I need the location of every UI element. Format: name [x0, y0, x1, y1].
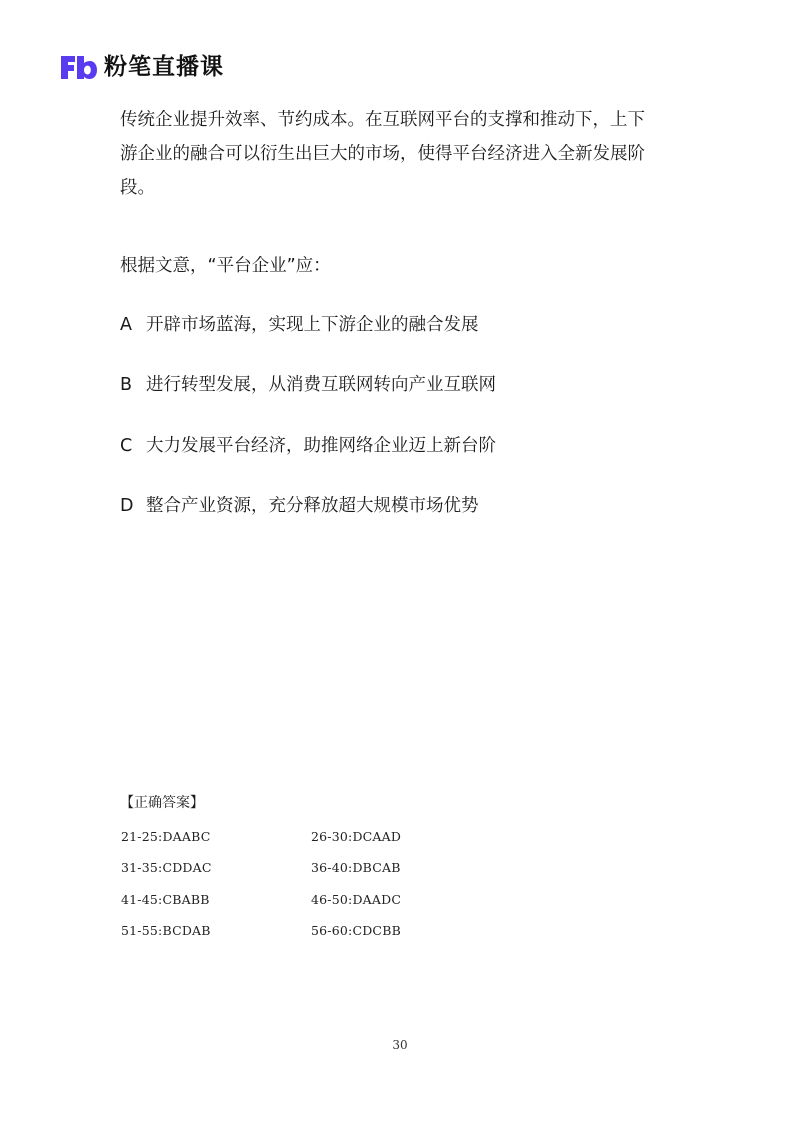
option-text: 整合产业资源，充分释放超大规模市场优势	[146, 496, 479, 516]
question-stem	[120, 256, 680, 276]
option-a[interactable]	[120, 314, 720, 336]
fb-logo-icon	[58, 52, 98, 82]
brand-header	[58, 50, 224, 84]
answer-entry: 26-30:DCAAD	[311, 829, 402, 844]
passage-line: 游企业的融合可以衍生出巨大的市场，使得平台经济进入全新发展阶	[120, 144, 645, 164]
option-text: 开辟市场蓝海，实现上下游企业的融合发展	[146, 315, 479, 335]
passage-line: 传统企业提升效率、节约成本。在互联网平台的支撑和推动下，上下	[120, 110, 645, 130]
option-letter: B	[120, 375, 133, 395]
answer-entry: 36-40:DBCAB	[311, 860, 401, 875]
answers-title: 【正确答案】	[120, 795, 204, 811]
option-text: 进行转型发展，从消费互联网转向产业互联网	[146, 375, 496, 395]
option-letter: D	[120, 496, 134, 516]
option-d[interactable]	[120, 495, 720, 517]
answer-entry: 41-45:CBABB	[121, 892, 210, 907]
answer-entry: 46-50:DAADC	[311, 892, 402, 907]
option-text: 大力发展平台经济，助推网络企业迈上新台阶	[146, 436, 496, 456]
passage	[120, 110, 680, 198]
page-number: 30	[392, 1038, 408, 1052]
option-letter: C	[120, 436, 133, 456]
answer-entry: 21-25:DAABC	[121, 829, 211, 844]
option-letter: A	[120, 315, 132, 335]
question-stem-text: 根据文意，“平台企业”应：	[120, 256, 331, 276]
answer-entry: 51-55:BCDAB	[121, 923, 211, 938]
option-c[interactable]	[120, 435, 720, 457]
option-b[interactable]	[120, 374, 720, 396]
brand-name: 粉笔直播课	[104, 54, 224, 80]
answer-entry: 56-60:CDCBB	[311, 923, 401, 938]
passage-line: 段。	[120, 178, 155, 198]
answer-entry: 31-35:CDDAC	[121, 860, 212, 875]
